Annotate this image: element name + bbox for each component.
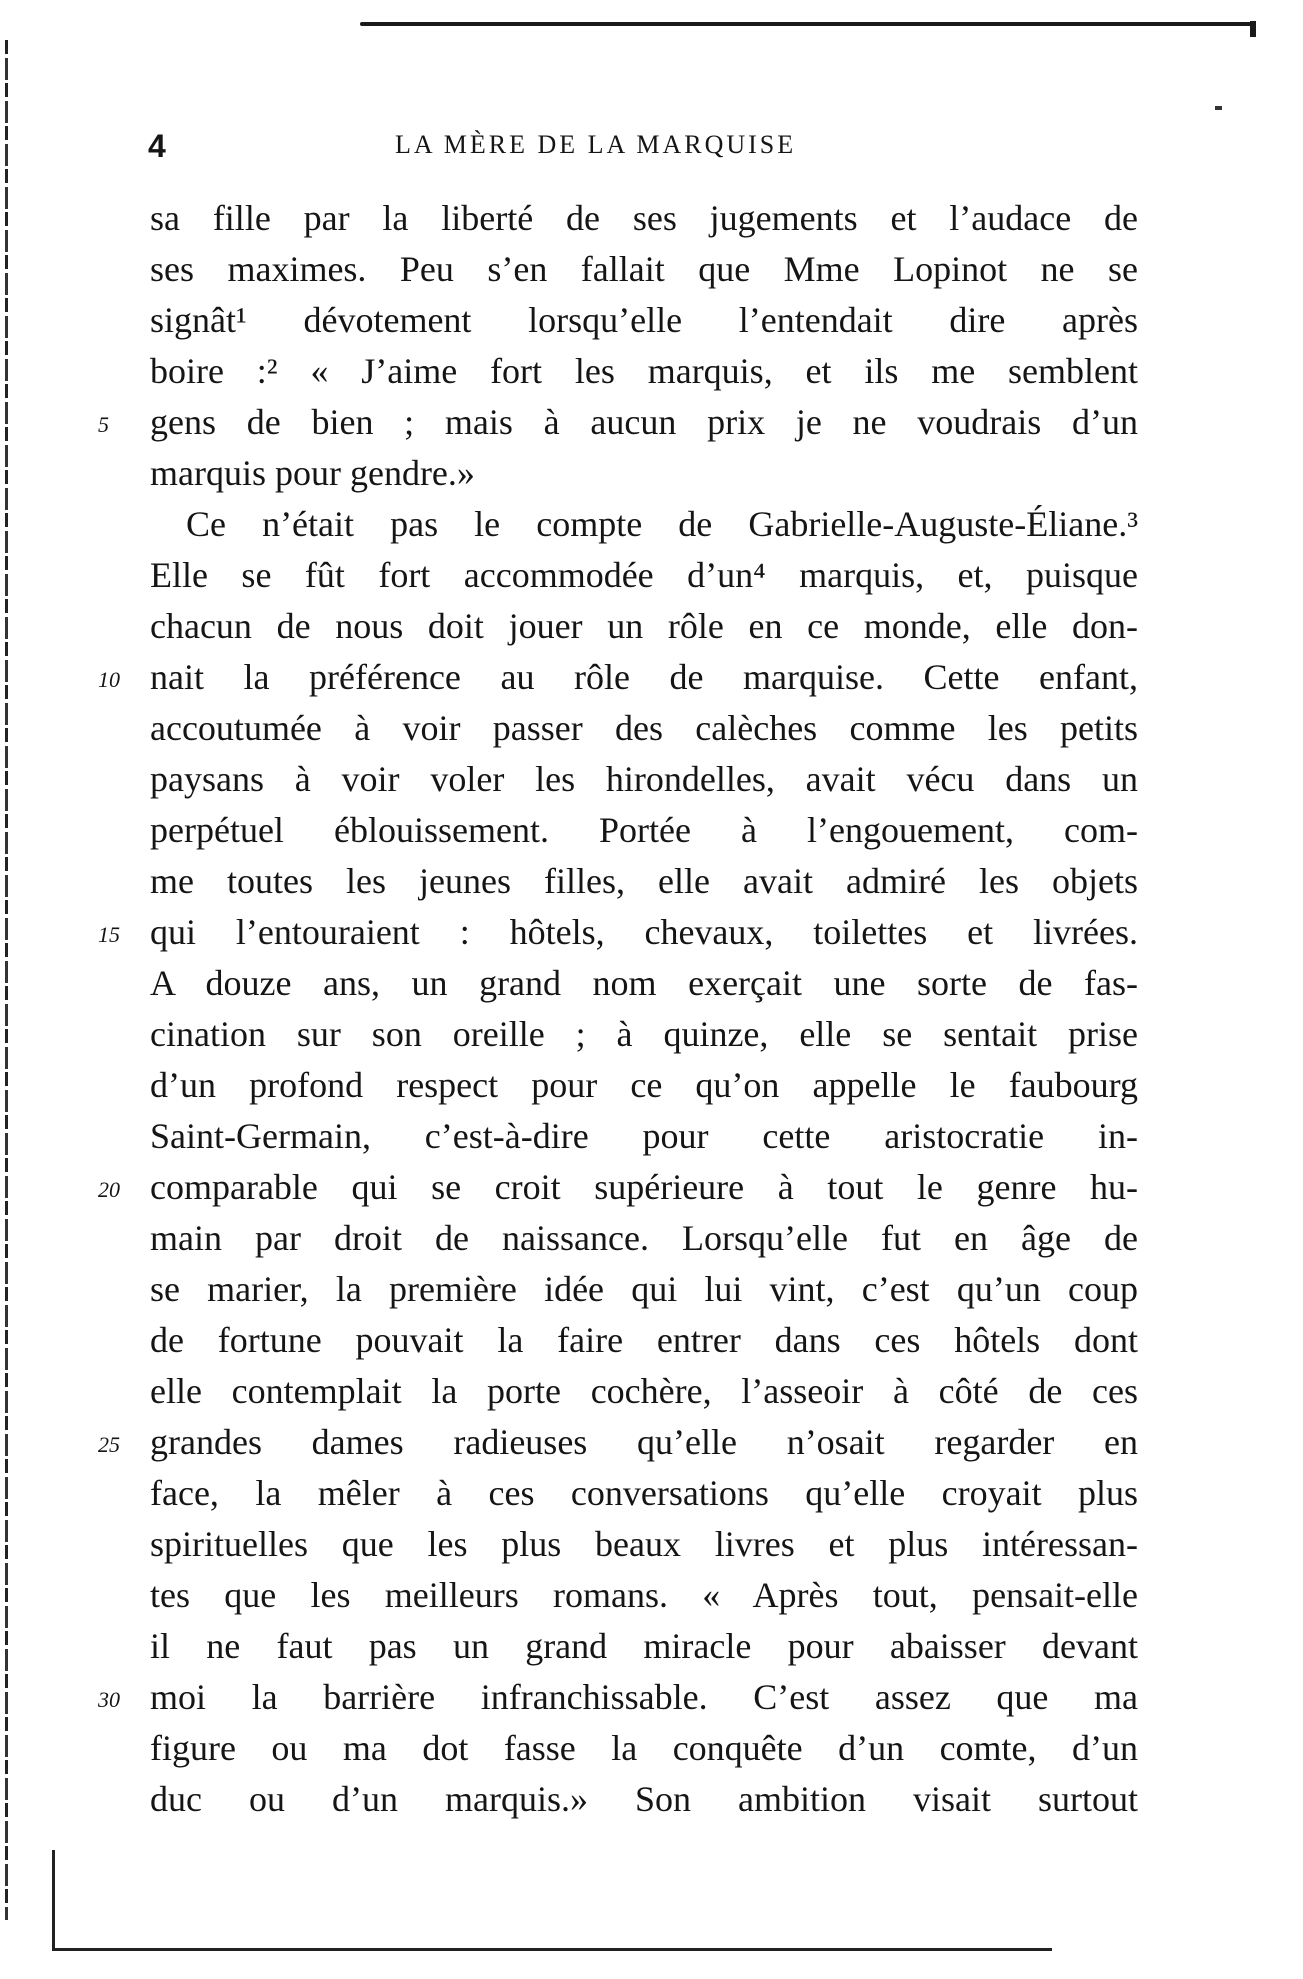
line-text: Ce n’était pas le compte de Gabrielle-Auguste-Éliane.³ [186, 504, 1138, 544]
text-line [150, 1468, 1138, 1519]
line-text: il ne faut pas un grand miracle pour abaisser devant [150, 1626, 1138, 1666]
line-text: spirituelles que les plus beaux livres et plus intéressan- [150, 1524, 1138, 1564]
line-text: Elle se fût fort accommodée d’un⁴ marquis, et, puisque [150, 555, 1138, 595]
text-line [150, 1315, 1138, 1366]
text-line [98, 1162, 1138, 1213]
line-text: main par droit de naissance. Lorsqu’elle fut en âge de [150, 1218, 1138, 1258]
text-line [150, 1723, 1138, 1774]
line-text: perpétuel éblouissement. Portée à l’engouement, com- [150, 810, 1138, 850]
line-number: 5 [98, 412, 109, 437]
text-line [98, 1672, 1138, 1723]
line-text: me toutes les jeunes filles, elle avait admiré les objets [150, 861, 1138, 901]
line-text: marquis pour gendre.» [150, 453, 475, 493]
line-text: gens de bien ; mais à aucun prix je ne voudrais d’un [150, 402, 1138, 442]
line-text: face, la mêler à ces conversations qu’elle croyait plus [150, 1473, 1138, 1513]
line-text: ses maximes. Peu s’en fallait que Mme Lopinot ne se [150, 249, 1138, 289]
line-text: accoutumée à voir passer des calèches comme les petits [150, 708, 1138, 748]
page-number: 4 [148, 128, 166, 164]
line-text: paysans à voir voler les hirondelles, avait vécu dans un [150, 759, 1138, 799]
text-line [150, 346, 1138, 397]
line-text: figure ou ma dot fasse la conquête d’un comte, d’un [150, 1728, 1138, 1768]
line-text: elle contemplait la porte cochère, l’asseoir à côté de ces [150, 1371, 1138, 1411]
line-number: 30 [98, 1687, 120, 1712]
text-line [150, 856, 1138, 907]
line-text: qui l’entouraient : hôtels, chevaux, toilettes et livrées. [150, 912, 1138, 952]
line-text: nait la préférence au rôle de marquise. Cette enfant, [150, 657, 1138, 697]
text-line [150, 1111, 1138, 1162]
text-line [150, 1774, 1138, 1825]
text-line [98, 652, 1138, 703]
page-edge-left [5, 40, 8, 1920]
text-line [150, 244, 1138, 295]
line-text: moi la barrière infranchissable. C’est assez que ma [150, 1677, 1138, 1717]
line-text: A douze ans, un grand nom exerçait une sorte de fas- [150, 963, 1138, 1003]
line-text: Saint-Germain, c’est-à-dire pour cette aristocratie in- [150, 1116, 1138, 1156]
text-line [98, 1417, 1138, 1468]
line-text: grandes dames radieuses qu’elle n’osait regarder en [150, 1422, 1138, 1462]
text-line [150, 1570, 1138, 1621]
line-number: 25 [98, 1432, 120, 1457]
text-line [150, 295, 1138, 346]
line-text: de fortune pouvait la faire entrer dans ces hôtels dont [150, 1320, 1138, 1360]
line-text: d’un profond respect pour ce qu’on appelle le faubourg [150, 1065, 1138, 1105]
text-line [150, 805, 1138, 856]
text-line [150, 193, 1138, 244]
page-edge-bottom [52, 1948, 1052, 1951]
text-line [150, 448, 1138, 499]
line-text: duc ou d’un marquis.» Son ambition visait surtout [150, 1779, 1138, 1819]
line-text: tes que les meilleurs romans. « Après tout, pensait-elle [150, 1575, 1138, 1615]
line-number: 15 [98, 922, 120, 947]
page-header [148, 128, 1148, 164]
text-line [150, 1060, 1138, 1111]
text-line [150, 703, 1138, 754]
text-line [98, 397, 1138, 448]
line-text: comparable qui se croit supérieure à tout le genre hu- [150, 1167, 1138, 1207]
top-rule [360, 22, 1252, 26]
line-text: sa fille par la liberté de ses jugements et l’audace de [150, 198, 1138, 238]
text-line [150, 550, 1138, 601]
text-line [150, 1621, 1138, 1672]
line-text: cination sur son oreille ; à quinze, elle se sentait prise [150, 1014, 1138, 1054]
text-line [150, 958, 1138, 1009]
line-text: boire :² « J’aime fort les marquis, et ils me semblent [150, 351, 1138, 391]
body-text [98, 193, 1138, 1825]
text-line [150, 754, 1138, 805]
line-number: 20 [98, 1177, 120, 1202]
line-text: signât¹ dévotement lorsqu’elle l’entendait dire après [150, 300, 1138, 340]
running-title: LA MÈRE DE LA MARQUISE [395, 130, 797, 159]
text-line [150, 601, 1138, 652]
text-line [150, 1366, 1138, 1417]
text-line [150, 499, 1138, 550]
line-text: se marier, la première idée qui lui vint, c’est qu’un coup [150, 1269, 1138, 1309]
text-line [150, 1519, 1138, 1570]
text-line [150, 1264, 1138, 1315]
text-line [150, 1213, 1138, 1264]
line-number: 10 [98, 667, 120, 692]
text-line [150, 1009, 1138, 1060]
text-line [98, 907, 1138, 958]
ink-speck [1215, 106, 1222, 110]
line-text: chacun de nous doit jouer un rôle en ce monde, elle don- [150, 606, 1138, 646]
page-edge-inner [52, 1850, 55, 1950]
